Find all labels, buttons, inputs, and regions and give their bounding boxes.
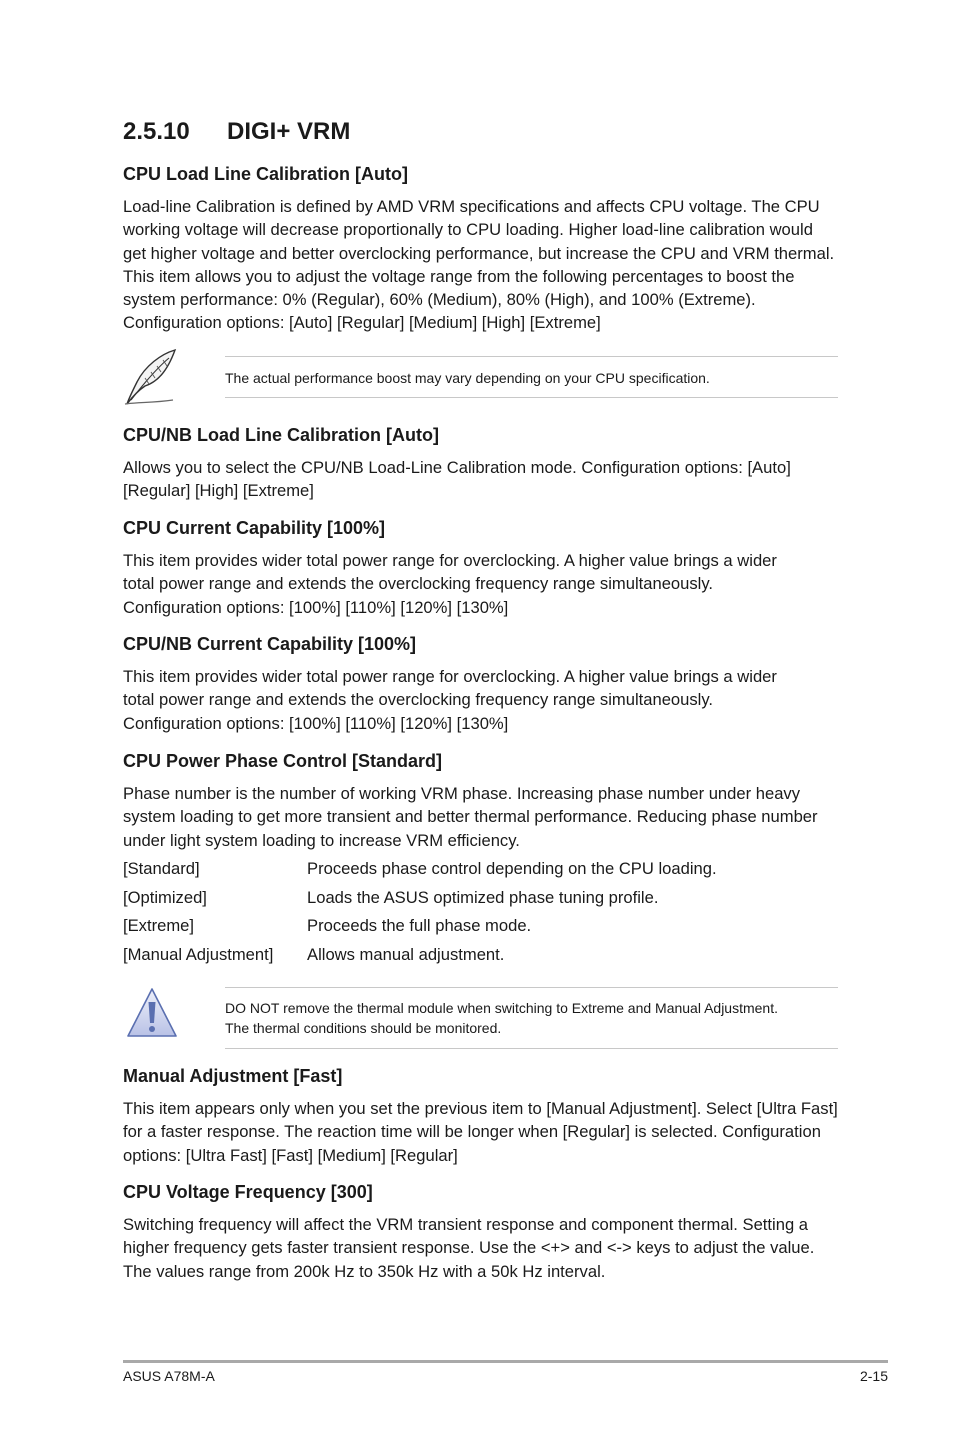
phase-option-row [123, 943, 839, 972]
caution-line-1: DO NOT remove the thermal module when switching to Extreme and Manual Adjustment. [225, 1000, 778, 1016]
footer-rule [123, 1360, 888, 1363]
item-heading-cpu-current: CPU Current Capability [100%] [123, 518, 386, 538]
item-heading-cpu-llc: CPU Load Line Calibration [Auto] [123, 164, 408, 184]
phase-option-row [123, 886, 839, 915]
item-body-phase-control: Phase number is the number of working VRM phase. Increasing phase number under heavy system loading to get more transient and better thermal performance. Reducing phase number under light system loading to increase VRM efficiency. [123, 784, 818, 850]
item-heading-voltage-frequency: CPU Voltage Frequency [300] [123, 1182, 373, 1202]
item-body-voltage-frequency: Switching frequency will affect the VRM transient response and component thermal. Setting a higher frequency gets faster transient response. Use the <+> and <-> keys to adjust the value. The values range from 200k Hz to 350k Hz with a 50k Hz interval. [123, 1215, 815, 1281]
note-box [225, 356, 838, 398]
section-title [123, 118, 350, 146]
caution-line-2: The thermal conditions should be monitored. [225, 1020, 502, 1036]
phase-option-key: [Extreme] [123, 916, 195, 935]
phase-option-row [123, 857, 839, 886]
phase-option-desc: Proceeds phase control depending on the CPU loading. [307, 859, 717, 878]
note-text: The actual performance boost may vary depending on your CPU specification. [225, 370, 710, 386]
item-body-cpu-llc: Load-line Calibration is defined by AMD VRM specifications and affects CPU voltage. The CPU working voltage will decrease proportionally to CPU loading. Higher load-line calibration would get higher voltage and better overclocking performance, but increase the CPU and VRM thermal. This item allows you to adjust the voltage range from the following percentages to boost the system performance: 0% (Regular), 60% (Medium), 80% (High), and 100% (Extreme). Configuration options: [Auto] [Regular] [Medium] [High] [Extreme] [123, 197, 835, 333]
item-body-cpunb-llc: Allows you to select the CPU/NB Load-Line Calibration mode. Configuration options: [Auto] [Regular] [High] [Extreme] [123, 458, 791, 501]
phase-option-row [123, 914, 839, 943]
feather-pen-icon [123, 348, 181, 406]
item-heading-cpunb-llc: CPU/NB Load Line Calibration [Auto] [123, 425, 439, 445]
phase-options-table [123, 857, 839, 971]
item-body-cpu-current: This item provides wider total power range for overclocking. A higher value brings a wider total power range and extends the overclocking frequency range simultaneously. Configuration options: [100%] [110%] [120%] [130%] [123, 551, 777, 617]
phase-option-desc: Loads the ASUS optimized phase tuning profile. [307, 887, 659, 907]
phase-option-key: [Standard] [123, 859, 200, 878]
phase-option-key: [Manual Adjustment] [123, 944, 274, 964]
caution-icon-wrap [125, 986, 179, 1040]
warning-triangle-icon [125, 986, 179, 1040]
footer-product-name: ASUS A78M-A [123, 1368, 215, 1384]
phase-option-desc: Allows manual adjustment. [307, 944, 505, 964]
item-body-manual-adjustment: This item appears only when you set the previous item to [Manual Adjustment]. Select [Ultra Fast] for a faster response. The reaction time will be longer when [Regular] is selected. Configuration options: [Ultra Fast] [Fast] [Medium] [Regular] [123, 1099, 838, 1165]
item-heading-phase-control: CPU Power Phase Control [Standard] [123, 751, 443, 771]
caution-box [225, 987, 838, 1049]
phase-option-key: [Optimized] [123, 887, 207, 907]
note-icon-wrap [123, 348, 183, 408]
phase-option-desc: Proceeds the full phase mode. [307, 916, 532, 935]
section-number: 2.5.10 [123, 118, 190, 145]
item-body-cpunb-current: This item provides wider total power range for overclocking. A higher value brings a wider total power range and extends the overclocking frequency range simultaneously. Configuration options: [100%] [110%] [120%] [130%] [123, 667, 777, 733]
item-heading-cpunb-current: CPU/NB Current Capability [100%] [123, 634, 417, 654]
footer-page-number: 2-15 [859, 1368, 888, 1384]
item-heading-manual-adjustment: Manual Adjustment [Fast] [123, 1066, 343, 1086]
section-name: DIGI+ VRM [227, 118, 351, 145]
